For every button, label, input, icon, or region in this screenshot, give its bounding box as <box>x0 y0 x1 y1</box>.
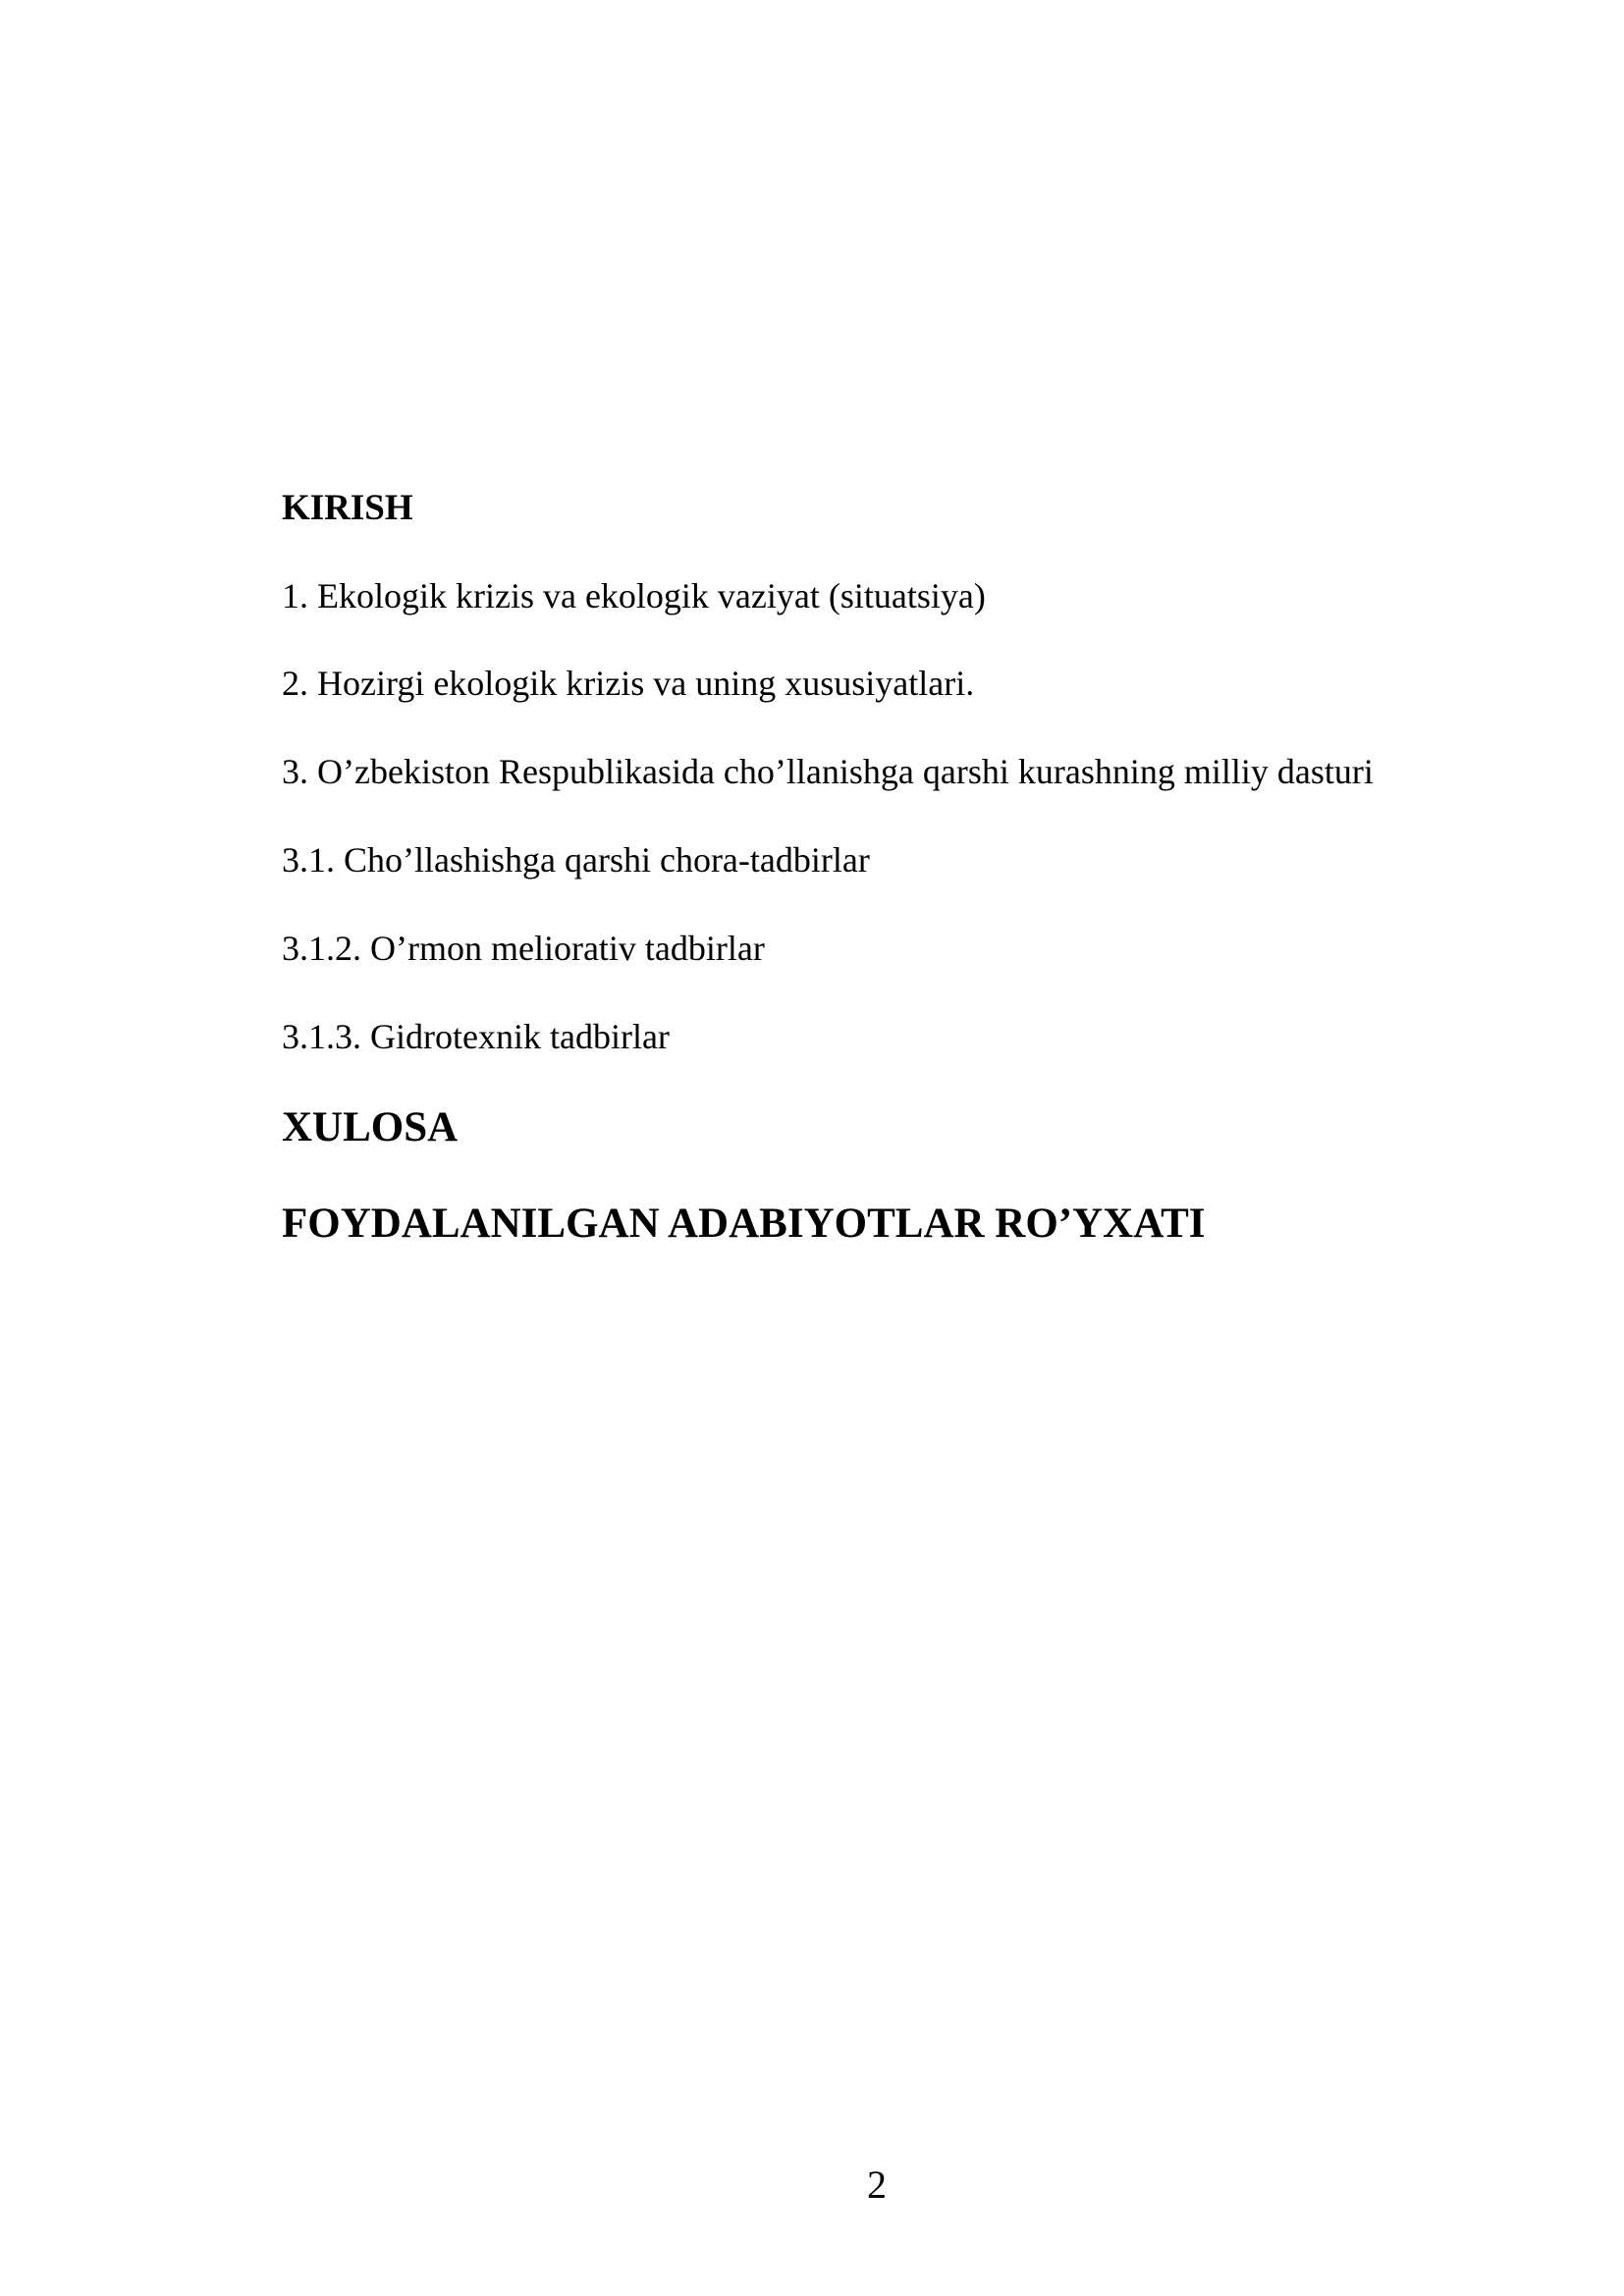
toc-item: 1. Ekologik krizis va ekologik vaziyat (situatsiya) <box>282 576 986 615</box>
toc-item: 3.1.3. Gidrotexnik tadbirlar <box>282 1017 670 1056</box>
page-number: 2 <box>867 2163 887 2207</box>
toc-heading-xulosa: XULOSA <box>282 1104 459 1150</box>
toc-item: 3.1. Cho’llashishga qarshi chora-tadbirlar <box>282 840 870 880</box>
toc-heading-references: FOYDALANILGAN ADABIYOTLAR RO’YXATI <box>282 1201 1206 1247</box>
toc-item: 3.1.2. O’rmon meliorativ tadbirlar <box>282 929 765 968</box>
toc-item: 2. Hozirgi ekologik krizis va uning xususiyatlari. <box>282 664 975 703</box>
toc-item: 3. O’zbekiston Respublikasida cho’llanishga qarshi kurashning milliy dasturi <box>282 752 1374 791</box>
toc-heading-kirish: KIRISH <box>282 488 413 528</box>
